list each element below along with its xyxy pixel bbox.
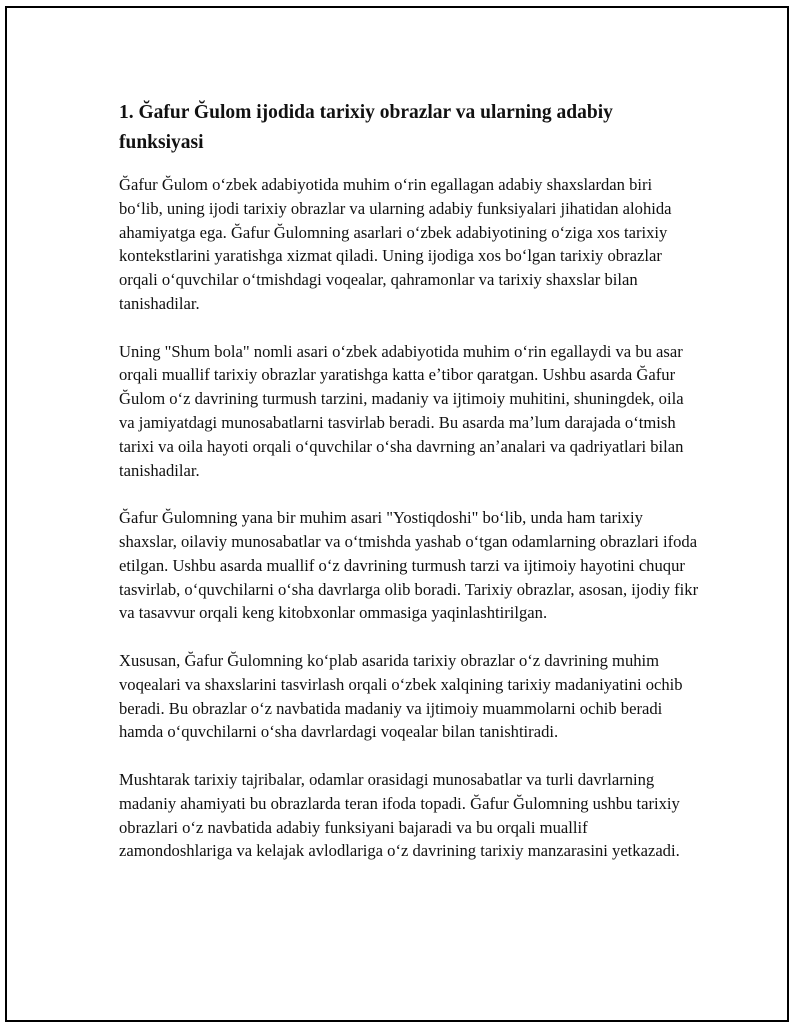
paragraph-3: Ğafur Ğulomning yana bir muhim asari "Yostiqdoshi" boʻlib, unda ham tarixiy shaxslar, oilaviy munosabatlar va oʻtmishda yashab oʻtgan odamlarning obrazlari ifoda etilgan. Ushbu asarda muallif oʻz davrining turmush tarzi va ijtimoiy hayotini chuqur tasvirlab, oʻquvchilarni oʻsha davrlarga olib boradi. Tarixiy obrazlar, asosan, ijodiy fikr va tasavvur orqali keng kitobxonlar ommasiga yaqinlashtirilgan. bbox=[119, 508, 699, 623]
paragraph-5: Mushtarak tarixiy tajribalar, odamlar orasidagi munosabatlar va turli davrlarning madaniy ahamiyati bu obrazlarda teran ifoda topadi. Ğafur Ğulomning ushbu tarixiy obrazlari oʻz navbatida adabiy funksiyani bajaradi va bu orqali muallif zamondoshlariga va kelajak avlodlariga oʻz davrining tarixiy manzarasini yetkazadi. bbox=[119, 769, 680, 861]
section-heading: 1. Ğafur Ğulom ijodida tarixiy obrazlar va ularning adabiy funksiyasi bbox=[119, 102, 613, 153]
paragraph-1: Ğafur Ğulom oʻzbek adabiyotida muhim oʻrin egallagan adabiy shaxslardan biri boʻlib, uning ijodi tarixiy obrazlar va ularning adabiy funksiyalari jihatidan alohida ahamiyatga ega. Ğafur Ğulomning asarlari oʻzbek adabiyotining oʻziga xos tarixiy kontekstlarini yaratishga xizmat qiladi. Uning ijodiga xos boʻlgan tarixiy obrazlar orqali oʻquvchilar oʻtmishdagi voqealar, qahramonlar va tarixiy shaxslar bilan tanishadilar. bbox=[119, 175, 672, 313]
paragraph-4: Xususan, Ğafur Ğulomning koʻplab asarida tarixiy obrazlar oʻz davrining muhim voqealari va shaxslarini tasvirlash orqali oʻzbek xalqining tarixiy madaniyatini ochib beradi. Bu obrazlar oʻz navbatida madaniy va ijtimoiy muammolarni ochib beradi hamda oʻquvchilarni oʻsha davrlardagi voqealar bilan tanishtiradi. bbox=[119, 650, 683, 742]
page-frame bbox=[5, 6, 789, 1022]
document-body bbox=[119, 98, 699, 887]
paragraph-2: Uning "Shum bola" nomli asari oʻzbek adabiyotida muhim oʻrin egallaydi va bu asar orqali muallif tarixiy obrazlar yaratishga katta eʼtibor qaratgan. Ushbu asarda Ğafur Ğulom oʻz davrining turmush tarzini, madaniy va ijtimoiy muhitini, shuningdek, oila va jamiyatdagi munosabatlarni tasvirlab beradi. Bu asarda maʼlum darajada oʻtmish tarixi va oila hayoti orqali oʻquvchilar oʻsha davrning anʼanalari va qadriyatlari bilan tanishadilar. bbox=[119, 341, 684, 480]
